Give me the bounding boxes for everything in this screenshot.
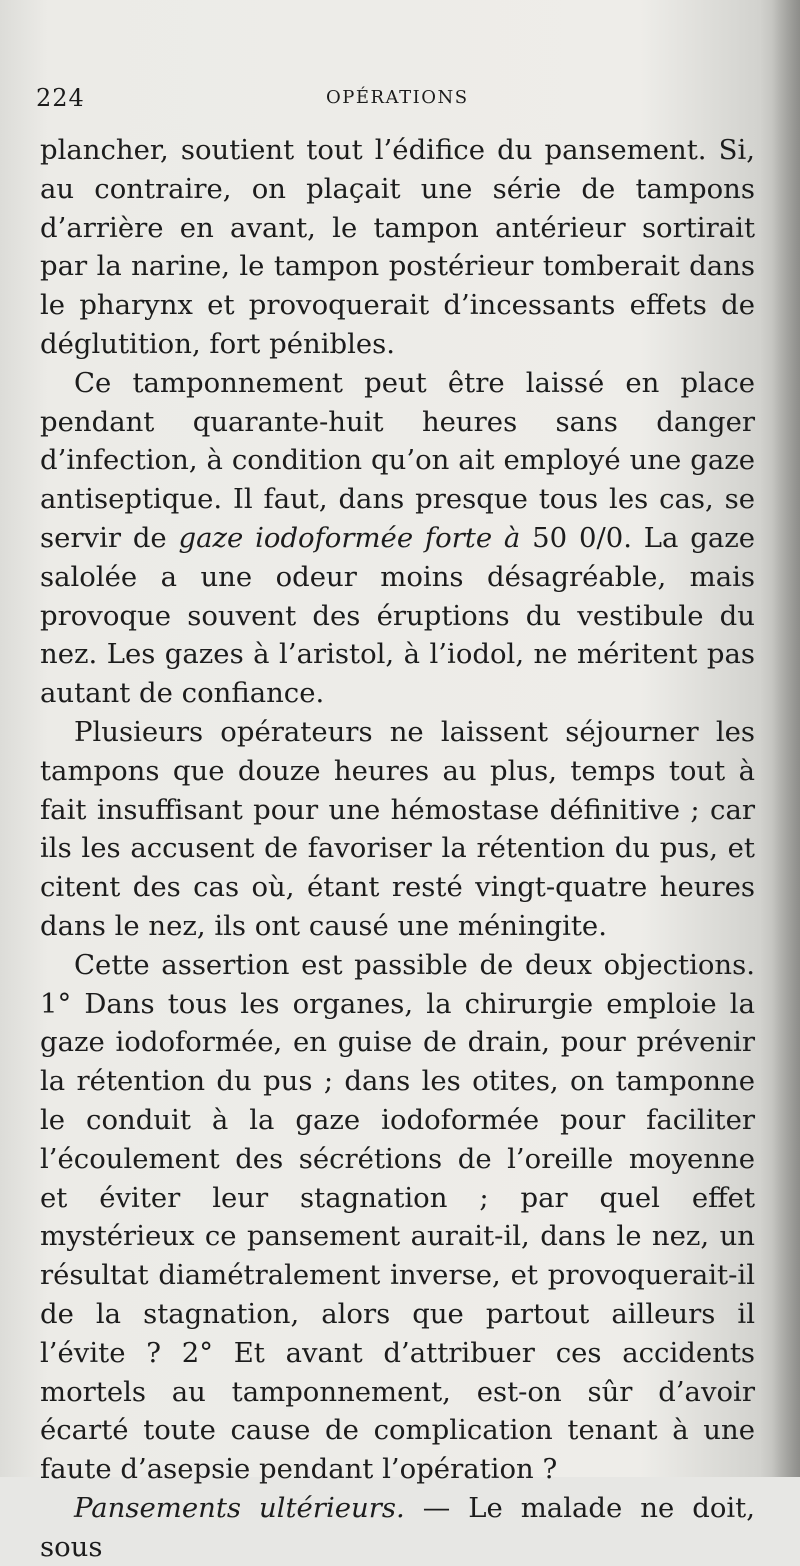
section-heading-italic: Pansements ultérieurs. bbox=[74, 1491, 405, 1524]
running-title: OPÉRATIONS bbox=[326, 87, 469, 108]
paragraph-2 bbox=[40, 364, 755, 713]
paragraph-2-italic: gaze iodoformée forte à bbox=[178, 521, 521, 554]
paragraph-5 bbox=[40, 1489, 755, 1566]
paragraph-3: Plusieurs opérateurs ne laissent séjourner les tampons que douze heures au plus, temps tout à fait insuffisant pour une hémostase définitive ; car ils les accusent de favoriser la rétention du pus, et citent des cas où, étant resté vingt-quatre heures dans le nez, ils ont causé une méningite. bbox=[40, 715, 755, 942]
paragraph-5-text: — Le malade ne doit, sous bbox=[40, 1491, 755, 1563]
body-text bbox=[40, 131, 755, 1566]
paragraph-1: plancher, soutient tout l’édifice du pansement. Si, au contraire, on plaçait une série de tampons d’arrière en avant, le tampon antérieur sortirait par la narine, le tampon postérieur tomberait dans le pharynx et provoquerait d’incessants effets de déglutition, fort pénibles. bbox=[40, 134, 755, 360]
paragraph-4: Cette assertion est passible de deux objections. 1° Dans tous les organes, la chirurgie emploie la gaze iodoformée, en guise de drain, pour prévenir la rétention du pus ; dans les otites, on tamponne le conduit à la gaze iodoformée pour faciliter l’écoulement des sécrétions de l’oreille moyenne et éviter leur stagnation ; par quel effet mystérieux ce pansement aurait-il, dans le nez, un résultat diamétralement inverse, et provoquerait-il de la stagnation, alors que partout ailleurs il l’évite ? 2° Et avant d’attribuer ces accidents mortels au tamponnement, est-on sûr d’avoir écarté toute cause de complication tenant à une faute d’asepsie pendant l’opération ? bbox=[40, 948, 755, 1486]
paragraph-2-text-b: 50 0/0. La gaze salolée a une odeur moins désagréable, mais provoque souvent des éruptions du vestibule du nez. Les gazes à l’aristol, à l’iodol, ne méritent pas autant de confiance. bbox=[40, 521, 755, 710]
paragraph-2-text-a: Ce tamponnement peut être laissé en place pendant quarante-huit heures sans danger d’infection, à condition qu’on ait employé une gaze antiseptique. Il faut, dans presque tous les cas, se servir de bbox=[40, 366, 755, 554]
page-number: 224 bbox=[36, 84, 85, 112]
page-header bbox=[36, 84, 756, 116]
scan-shadow-edge bbox=[772, 0, 800, 1477]
